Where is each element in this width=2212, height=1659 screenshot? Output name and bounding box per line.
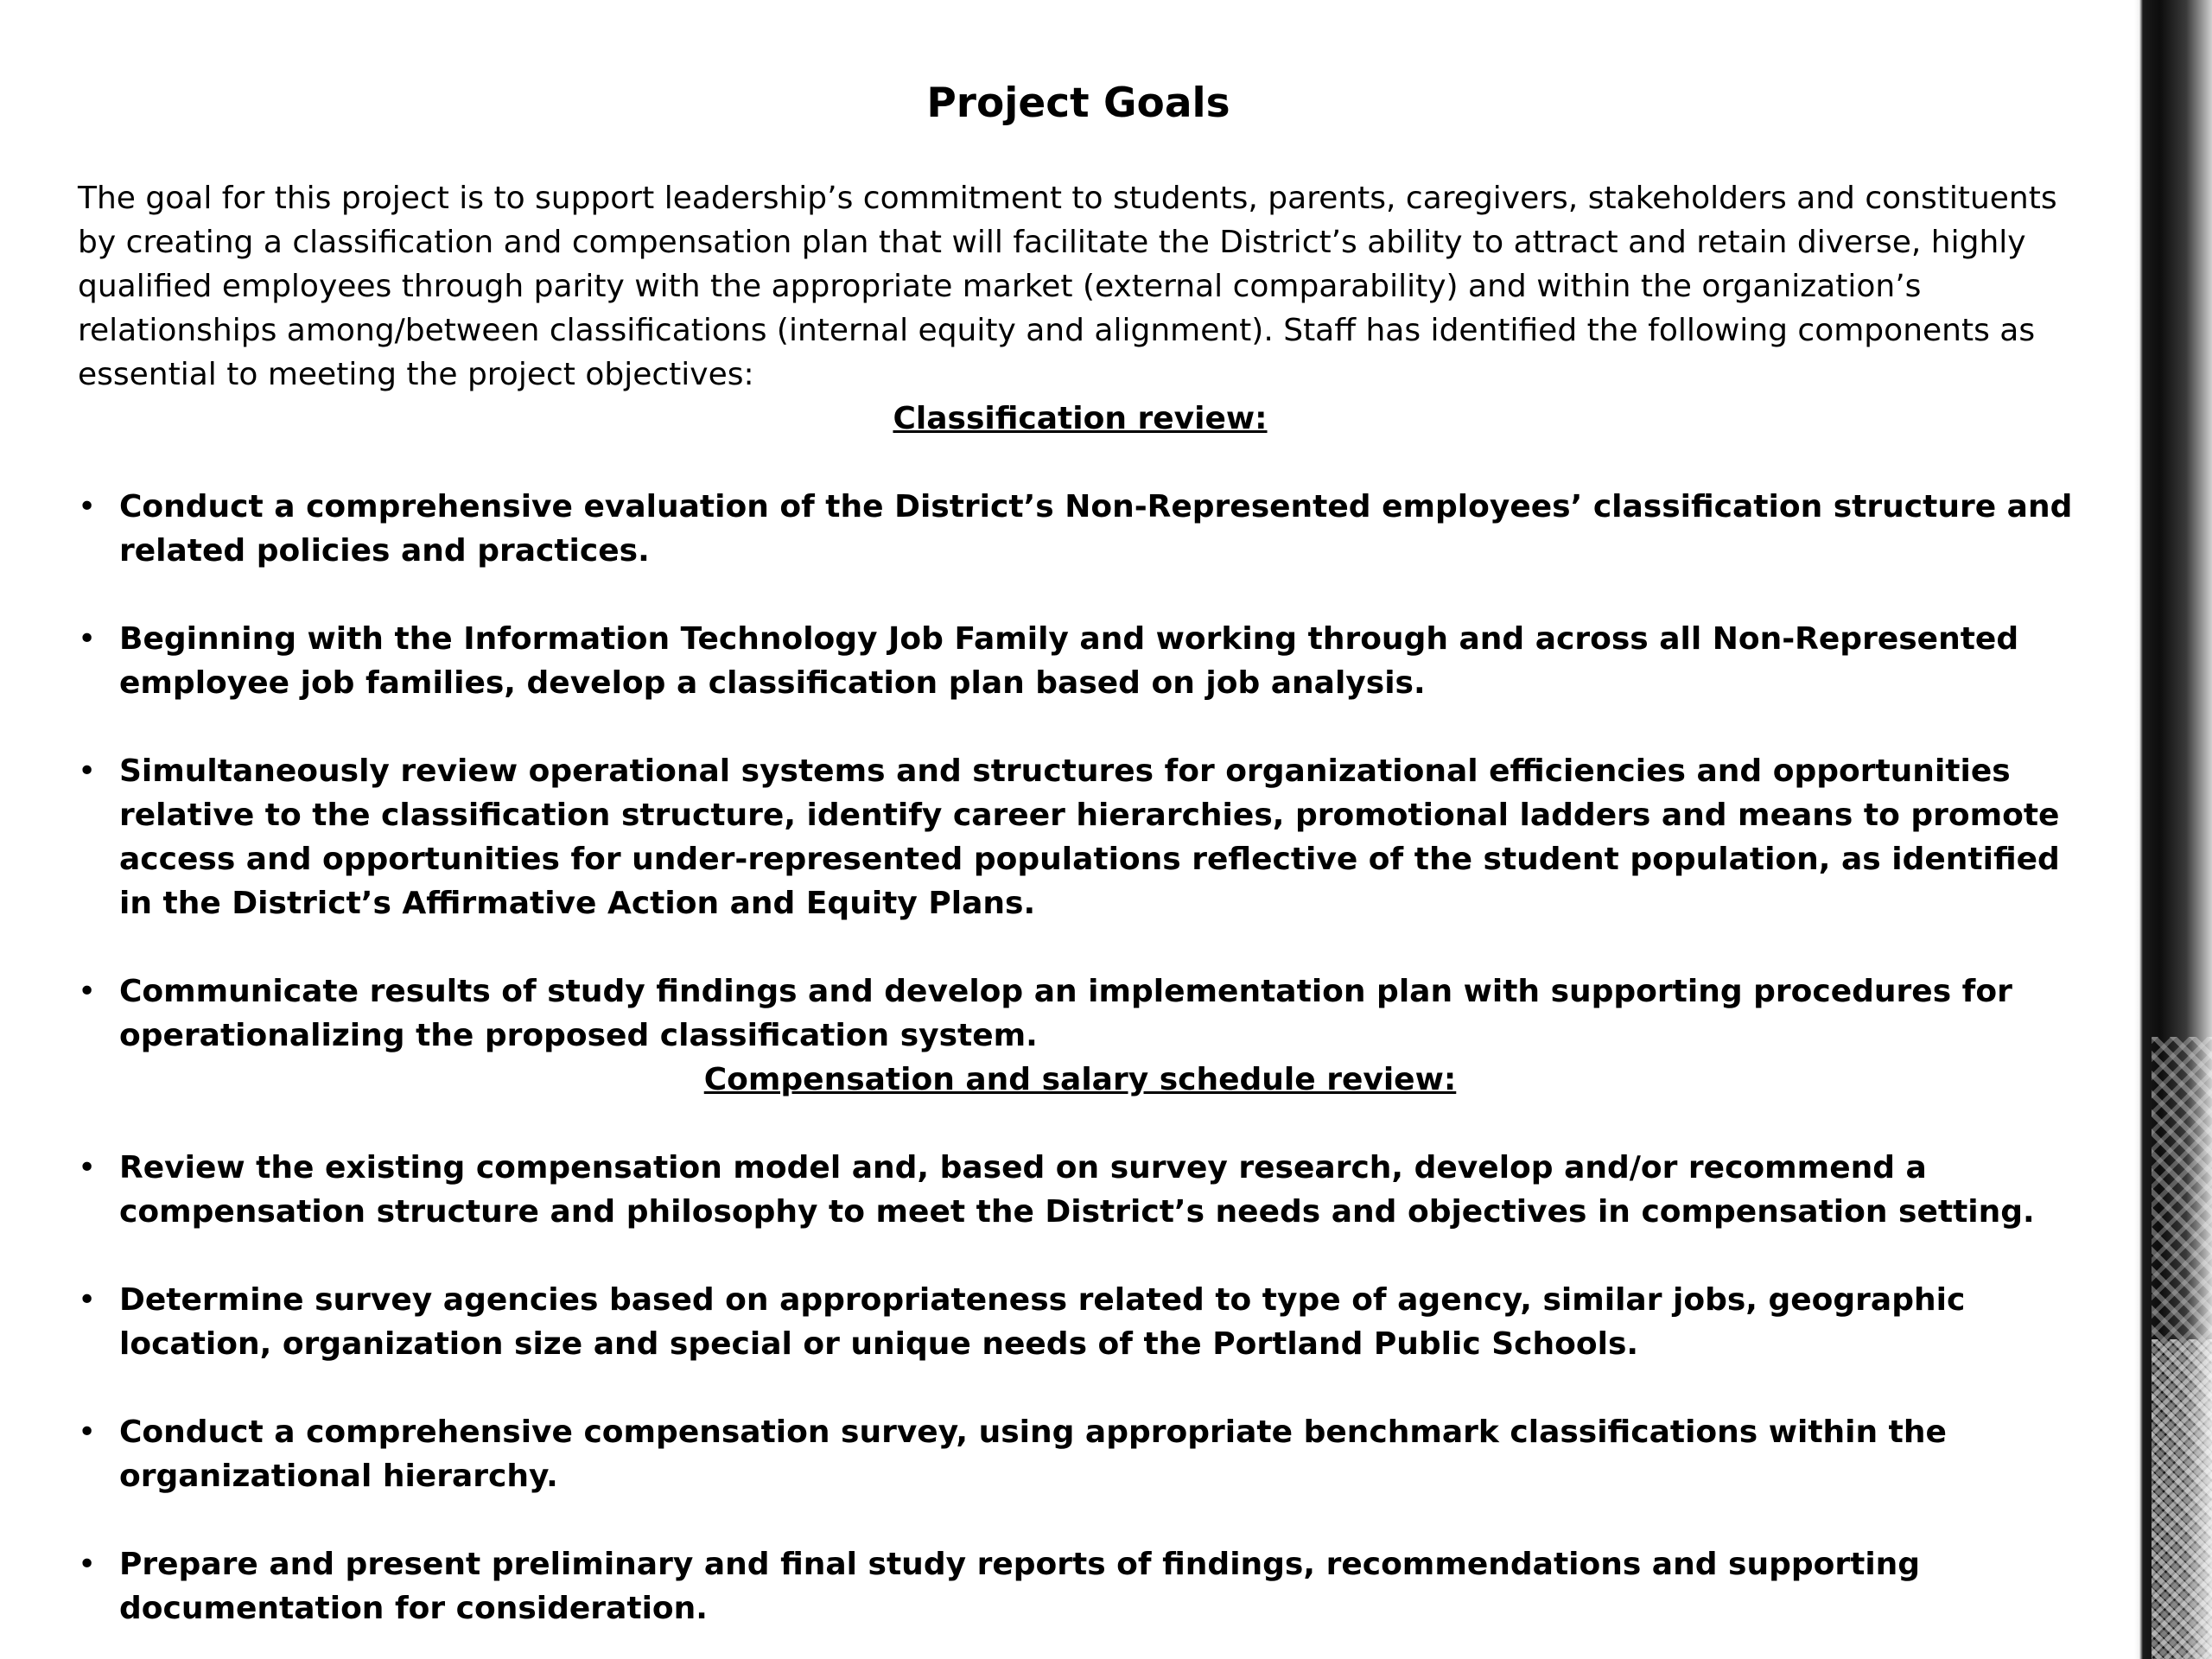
section-heading-compensation: Compensation and salary schedule review:: [703, 1062, 1457, 1097]
compensation-bullet-list: [78, 1146, 2082, 1630]
list-item: [78, 1146, 2082, 1234]
decorative-side-border: [2134, 0, 2212, 1659]
bullet-text: Communicate results of study findings and develop an implementation plan with supporting procedures for operationalizing the proposed classification system.: [119, 974, 2012, 1053]
list-item: [78, 485, 2082, 573]
list-item: [78, 1410, 2082, 1498]
bullet-text: Determine survey agencies based on appropriateness related to type of agency, similar jobs, geographic location, organization size and special or unique needs of the Portland Public Schools.: [119, 1282, 1966, 1362]
list-item: [78, 1278, 2082, 1366]
bullet-icon: •: [78, 753, 97, 789]
classification-bullet-list: [78, 485, 2082, 1058]
section-heading-classification: Classification review:: [893, 401, 1268, 436]
bullet-text: Review the existing compensation model and, based on survey research, develop and/or recommend a compensation structure and philosophy to meet the District’s needs and objectives in compensation setting.: [119, 1150, 2035, 1230]
intro-paragraph: The goal for this project is to support leadership’s commitment to students, parents, caregivers, stakeholders and constituents by creating a classification and compensation plan that will facilitate the District’s ability to attract and retain diverse, highly qualified employees through parity with the appropriate market (external comparability) and within the organization’s relationships among/between classifications (internal equity and alignment). Staff has identified the following components as essential to meeting the project objectives:: [78, 181, 2057, 392]
slide-content: [78, 176, 2082, 1630]
bullet-icon: •: [78, 1547, 97, 1582]
bullet-icon: •: [78, 621, 97, 657]
bullet-text: Prepare and present preliminary and final study reports of findings, recommendations and supporting documentation for consideration.: [119, 1547, 1921, 1626]
list-item: [78, 749, 2082, 925]
decorative-pattern: [2152, 1339, 2212, 1659]
bullet-icon: •: [78, 1414, 97, 1450]
bullet-text: Simultaneously review operational systems and structures for organizational efficiencies and opportunities relative to the classification structure, identify career hierarchies, promotional ladders and means to promote access and opportunities for under-represented populations reflective of the student population, as identified in the District’s Affirmative Action and Equity Plans.: [119, 753, 2060, 921]
bullet-text: Conduct a comprehensive evaluation of the District’s Non-Represented employees’ classification structure and related policies and practices.: [119, 489, 2073, 569]
list-item: [78, 617, 2082, 705]
bullet-text: Conduct a comprehensive compensation survey, using appropriate benchmark classifications within the organizational hierarchy.: [119, 1414, 1947, 1494]
bullet-icon: •: [78, 1282, 97, 1318]
bullet-icon: •: [78, 1150, 97, 1185]
list-item: [78, 1542, 2082, 1630]
bullet-icon: •: [78, 974, 97, 1009]
list-item: [78, 969, 2082, 1058]
bullet-icon: •: [78, 489, 97, 524]
page-title: Project Goals: [926, 79, 1230, 127]
bullet-text: Beginning with the Information Technology Job Family and working through and across all Non-Represented employee job families, develop a classification plan based on job analysis.: [119, 621, 2019, 701]
